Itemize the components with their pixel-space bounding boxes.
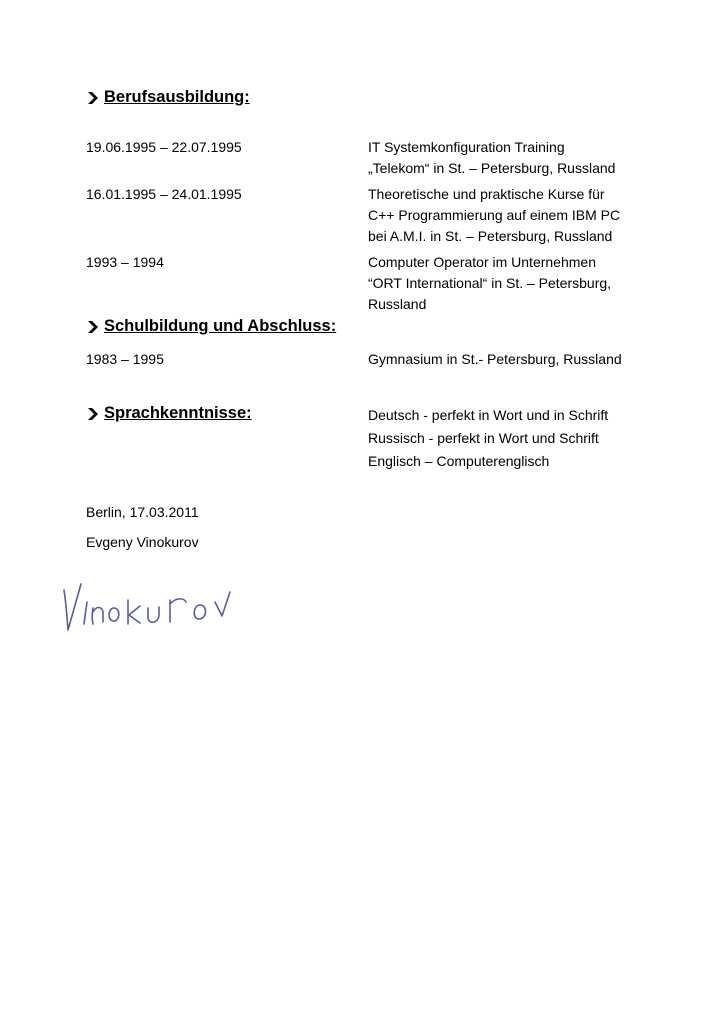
entry-line: Russland [368, 296, 427, 312]
entry-period: 16.01.1995 – 24.01.1995 [86, 186, 242, 202]
entry-line: bei A.M.I. in St. – Petersburg, Russland [368, 228, 613, 244]
heading-sprachkenntnisse [86, 404, 252, 423]
language-item: Englisch – Computerenglisch [368, 453, 550, 469]
signer-name: Evgeny Vinokurov [86, 534, 199, 550]
chevron-right-icon [86, 320, 100, 334]
language-item: Russisch - perfekt in Wort und Schrift [368, 430, 599, 446]
entry-line: Theoretische und praktische Kurse für [368, 186, 605, 202]
heading-schulbildung [86, 317, 336, 336]
entry-line: IT Systemkonfiguration Training [368, 139, 565, 155]
entry-line: „Telekom“ in St. – Petersburg, Russland [368, 160, 616, 176]
school-description: Gymnasium in St.- Petersburg, Russland [368, 351, 622, 367]
chevron-right-icon [86, 407, 100, 421]
language-item: Deutsch - perfekt in Wort und in Schrift [368, 407, 609, 423]
school-period: 1983 – 1995 [86, 351, 164, 367]
heading-text: Berufsausbildung: [104, 88, 250, 106]
entry-description [368, 184, 620, 247]
place-date: Berlin, 17.03.2011 [86, 504, 199, 520]
entry-line: Computer Operator im Unternehmen [368, 254, 596, 270]
entry-period: 19.06.1995 – 22.07.1995 [86, 139, 242, 155]
entry-description [368, 252, 611, 315]
heading-text: Sprachkenntnisse: [104, 404, 252, 422]
entry-line: “ORT International“ in St. – Petersburg, [368, 275, 612, 291]
chevron-right-icon [86, 91, 100, 105]
heading-berufsausbildung [86, 88, 250, 107]
handwritten-signature [58, 578, 248, 638]
heading-text: Schulbildung und Abschluss: [104, 317, 337, 335]
entry-line: C++ Programmierung auf einem IBM PC [368, 207, 621, 223]
entry-period: 1993 – 1994 [86, 254, 164, 270]
entry-description [368, 137, 615, 179]
